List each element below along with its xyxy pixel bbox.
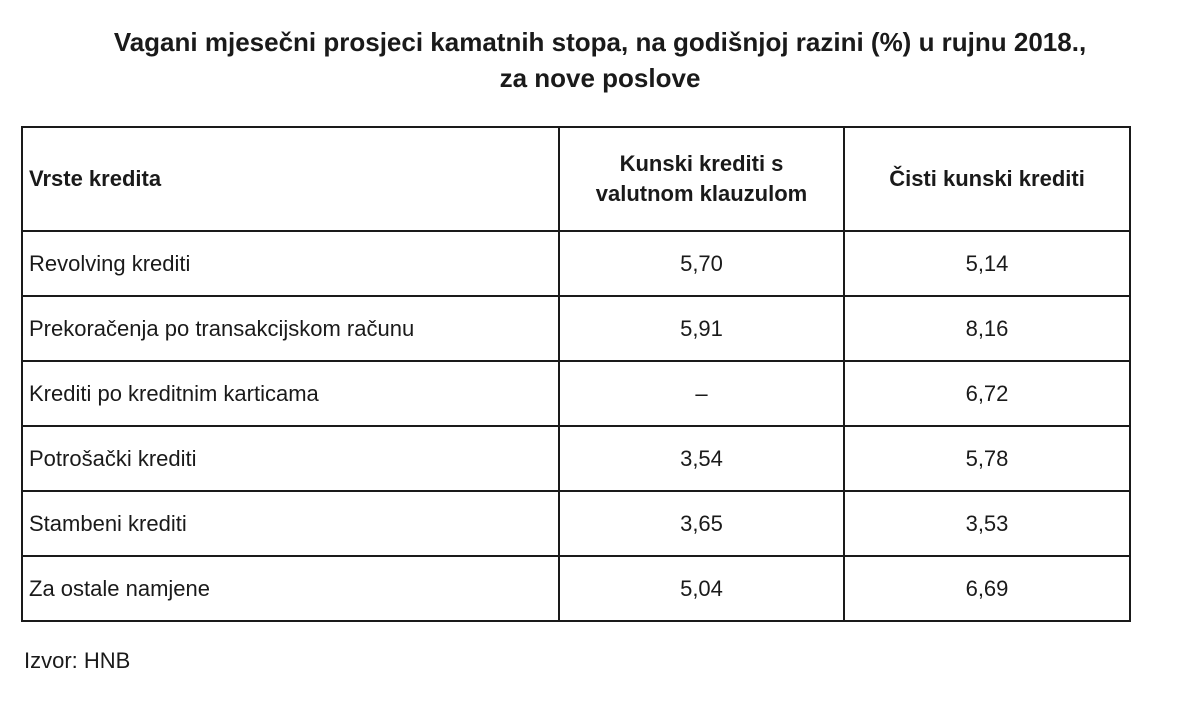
header-pure-kuna-loans: Čisti kunski krediti — [844, 127, 1130, 231]
cell-pure-kuna: 8,16 — [844, 296, 1130, 361]
cell-fx-clause: 5,04 — [559, 556, 844, 621]
row-label: Stambeni krediti — [22, 491, 559, 556]
cell-fx-clause: 5,91 — [559, 296, 844, 361]
cell-pure-kuna: 6,72 — [844, 361, 1130, 426]
row-label: Prekoračenja po transakcijskom računu — [22, 296, 559, 361]
header-loan-type: Vrste kredita — [22, 127, 559, 231]
row-label: Za ostale namjene — [22, 556, 559, 621]
header-fx-clause-loans: Kunski krediti s valutnom klauzulom — [559, 127, 844, 231]
cell-fx-clause: 3,54 — [559, 426, 844, 491]
cell-fx-clause: 5,70 — [559, 231, 844, 296]
table-row — [22, 231, 1130, 296]
chart-title — [0, 24, 1200, 96]
source-note: Izvor: HNB — [24, 648, 131, 673]
table-row — [22, 361, 1130, 426]
cell-pure-kuna: 5,14 — [844, 231, 1130, 296]
table-row — [22, 491, 1130, 556]
cell-fx-clause: – — [559, 361, 844, 426]
cell-pure-kuna: 6,69 — [844, 556, 1130, 621]
cell-pure-kuna: 5,78 — [844, 426, 1130, 491]
row-label: Potrošački krediti — [22, 426, 559, 491]
cell-fx-clause: 3,65 — [559, 491, 844, 556]
table-row — [22, 556, 1130, 621]
chart-title-line-1: Vagani mjesečni prosjeci kamatnih stopa, na godišnjoj razini (%) u rujnu 2018., — [113, 27, 1087, 57]
table-row — [22, 296, 1130, 361]
row-label: Krediti po kreditnim karticama — [22, 361, 559, 426]
cell-pure-kuna: 3,53 — [844, 491, 1130, 556]
row-label: Revolving krediti — [22, 231, 559, 296]
table-row — [22, 426, 1130, 491]
header-row — [22, 127, 1130, 231]
interest-rate-table — [21, 126, 1131, 622]
chart-title-line-2: za nove poslove — [499, 63, 701, 93]
